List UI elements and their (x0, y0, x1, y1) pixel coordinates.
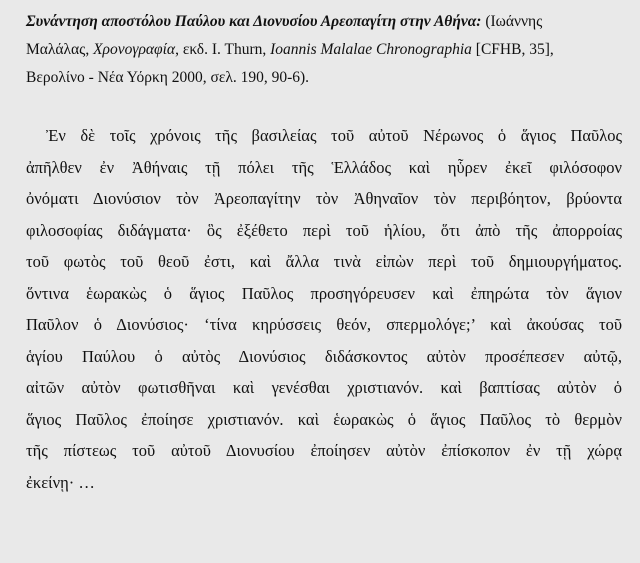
citation-editor: , εκδ. I. Thurn, (175, 41, 267, 58)
passage-line: φιλοσοφίας διδάγματα· ὃς ἐξέθετο περὶ τοῦ ἡλίου, ὅτι ἀπὸ τῆς ἀπορροίας (26, 220, 622, 240)
passage-line: τοῦ φωτὸς τοῦ θεοῦ ἐστι, καὶ ἄλλα τινὰ εἰπὼν περὶ τοῦ δημιουργήματος. (26, 252, 622, 271)
passage-line: Ἐν δὲ τοῖς χρόνοις τῆς βασιλείας τοῦ αὐτοῦ Νέρωνος ὁ ἅγιος Παῦλος (46, 126, 622, 145)
passage-line: ἀπῆλθεν ἐν Ἀθήναις τῇ πόλει τῆς Ἑλλάδος καὶ ηὗρεν ἐκεῖ φιλόσοφον (26, 157, 622, 177)
greek-passage (26, 120, 622, 498)
passage-line: αἰτῶν αὐτὸν φωτισθῆναι καὶ γενέσθαι χριστιανόν. καὶ βαπτίσας αὐτὸν ὁ (26, 378, 622, 397)
citation-series: [CFHB, 35], (475, 41, 554, 58)
passage-line: τῆς πίστεως τοῦ αὐτοῦ Διονυσίου ἐποίησεν αὐτὸν ἐπίσκοπον ἐν τῇ χώρᾳ (26, 441, 622, 460)
citation-title: Συνάντηση αποστόλου Παύλου και Διονυσίου Αρεοπαγίτη στην Αθήνα: (26, 13, 482, 30)
passage-line: ἐκείνῃ· … (26, 472, 95, 492)
passage-line: ὀνόματι Διονύσιον τὸν Ἀρεοπαγίτην τὸν Ἀθηναῖον τὸν περιβόητον, βρύοντα (26, 189, 622, 208)
citation-publication: Βερολίνο - Νέα Υόρκη 2000, σελ. 190, 90-6). (26, 69, 310, 86)
passage-line: Παῦλον ὁ Διονύσιος· ‘τίνα κηρύσσεις θεόν, σπερμολόγε;’ καὶ ἀκούσας τοῦ (26, 315, 622, 334)
citation-header (26, 8, 626, 92)
passage-line: ἅγιος Παῦλος ἐποίησε χριστιανόν. καὶ ἑωρακὼς ὁ ἅγιος Παῦλος τὸ θερμὸν (26, 409, 622, 429)
passage-line: ἁγίου Παύλου ὁ αὐτὸς Διονύσιος διδάσκοντος αὐτὸν προσέπεσεν αὐτῷ, (26, 346, 622, 366)
citation-author-first: (Ιωάννης (485, 13, 543, 30)
citation-work-greek: Χρονογραφία (93, 41, 176, 58)
passage-line: ὅντινα ἑωρακὼς ὁ ἅγιος Παῦλος προσηγόρευσεν καὶ ἐπηρώτα τὸν ἅγιον (26, 283, 622, 303)
citation-author-last: Μαλάλας, (26, 41, 90, 58)
citation-work-latin: Ioannis Malalae Chronographia (270, 41, 472, 58)
